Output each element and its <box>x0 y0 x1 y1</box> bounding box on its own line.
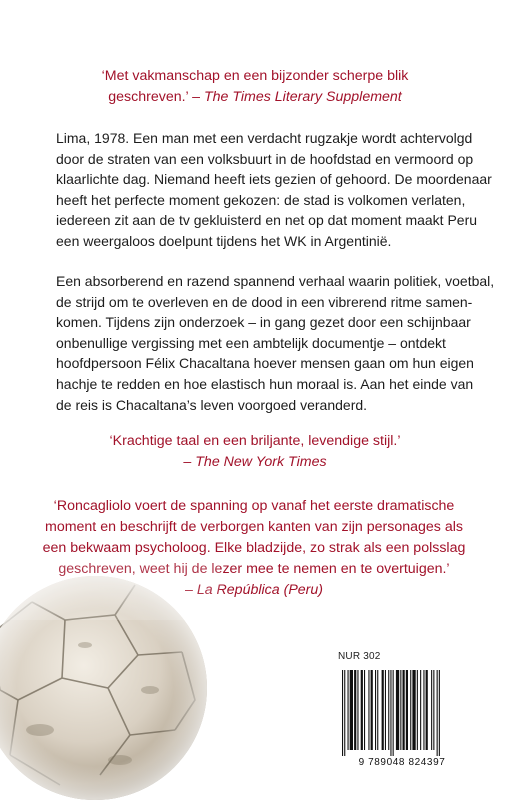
text-line: hachje te redden en hoe elastisch hun moraal is. Aan het einde van <box>56 375 474 392</box>
text-line: Lima, 1978. Een man met een verdacht rugzakje wordt achtervolgd <box>56 130 473 146</box>
barcode-bar <box>431 670 432 750</box>
barcode-bar <box>412 670 415 750</box>
text-line: Een absorberend en razend spannend verhaal waarin politiek, voetbal, <box>56 273 495 289</box>
review-quote-nyt <box>40 431 470 473</box>
synopsis-paragraph-1 <box>56 128 492 252</box>
quote-line: een bekwaam psycholoog. Elke bladzijde, zo strak als een polsslag <box>42 540 466 556</box>
review-quote-tls <box>40 66 470 108</box>
isbn-barcode <box>336 668 468 770</box>
quote-text: geschreven.’ – <box>108 89 204 105</box>
old-leather-football-icon <box>0 560 220 810</box>
text-line: een weergaloos doelpunt tijdens het WK in Argentinië. <box>56 232 392 249</box>
barcode-bar <box>417 670 418 750</box>
text-line: de reis is Chacaltana’s leven voorgoed veranderd. <box>56 396 368 413</box>
quote-line: ‘Met vakmanschap en een bijzonder scherpe blik <box>101 68 409 84</box>
nur-code: NUR 302 <box>338 651 381 662</box>
barcode-bar <box>382 670 384 750</box>
barcode-bar <box>396 670 399 750</box>
barcode-bar <box>439 670 440 756</box>
text-line: heeft het perfecte moment gekozen: de stad is volkomen verlaten, <box>56 191 466 208</box>
text-line: klaarlichte dag. Niemand heeft iets gezien of gehoord. De moordenaar <box>56 171 492 188</box>
quote-dash: – <box>184 582 197 598</box>
barcode-bar <box>364 670 365 750</box>
barcode-bar <box>350 670 353 750</box>
barcode-bar <box>354 670 356 750</box>
barcode-bar <box>437 670 438 756</box>
barcode-bar <box>377 670 378 750</box>
text-line: iedereen zit aan de tv gekluisterd en net op dat moment maakt Peru <box>56 212 478 229</box>
synopsis-paragraph-2 <box>56 271 495 415</box>
barcode-bar <box>344 670 345 756</box>
quote-line: ‘Krachtige taal en een briljante, levendige stijl.’ <box>109 433 401 449</box>
quote-line: geschreven, weet hij de lezer mee te nemen en te overtuigen.’ <box>58 561 450 577</box>
barcode-bar <box>423 670 424 750</box>
barcode-bar <box>393 670 394 756</box>
barcode-bar <box>433 670 434 750</box>
barcode-bar <box>361 670 363 750</box>
barcode-bar <box>375 670 376 750</box>
text-line: door de straten van een volksbuurt in de hoofdstad en vermoord op <box>56 150 474 167</box>
text-line: hoofdpersoon Félix Chacaltana hoever mensen gaan om hun eigen <box>56 355 474 372</box>
quote-line <box>40 87 470 108</box>
barcode-bar <box>385 670 386 750</box>
barcode-bar <box>371 670 373 750</box>
quote-source: The New York Times <box>195 454 327 470</box>
text-line: onbenullige vergissing met een ambtelijk documentje – ontdekt <box>56 334 446 351</box>
barcode-bar <box>400 670 401 750</box>
barcode-bar <box>406 670 408 750</box>
barcode-bar <box>388 670 389 750</box>
quote-line <box>40 452 470 473</box>
isbn-number: 9 789048 824397 <box>358 757 446 768</box>
quote-source: The Times Literary Supplement <box>203 89 402 105</box>
text-line: komen. Tijdens zijn onderzoek – in gang gezet door een schijnbaar <box>56 314 471 331</box>
quote-line: moment en beschrijft de verborgen kanten van zijn personages als <box>45 519 463 535</box>
quote-dash: – <box>183 454 196 470</box>
barcode-bar <box>348 670 349 750</box>
barcode-bar <box>426 670 428 750</box>
barcode-bar <box>410 670 411 750</box>
barcode-bar <box>342 670 343 756</box>
barcode-bar <box>357 670 358 750</box>
text-line: de strijd om te overleven en de dood in een vibrerend ritme samen- <box>56 293 473 310</box>
barcode-bars <box>336 668 468 758</box>
barcode-bar <box>368 670 369 750</box>
barcode-bar <box>390 670 391 756</box>
barcode-bar <box>403 670 405 750</box>
barcode-bar <box>420 670 421 750</box>
quote-source: La República (Peru) <box>196 582 324 598</box>
quote-line: ‘Roncagliolo voert de spanning op vanaf het eerste dramatische <box>53 498 455 514</box>
